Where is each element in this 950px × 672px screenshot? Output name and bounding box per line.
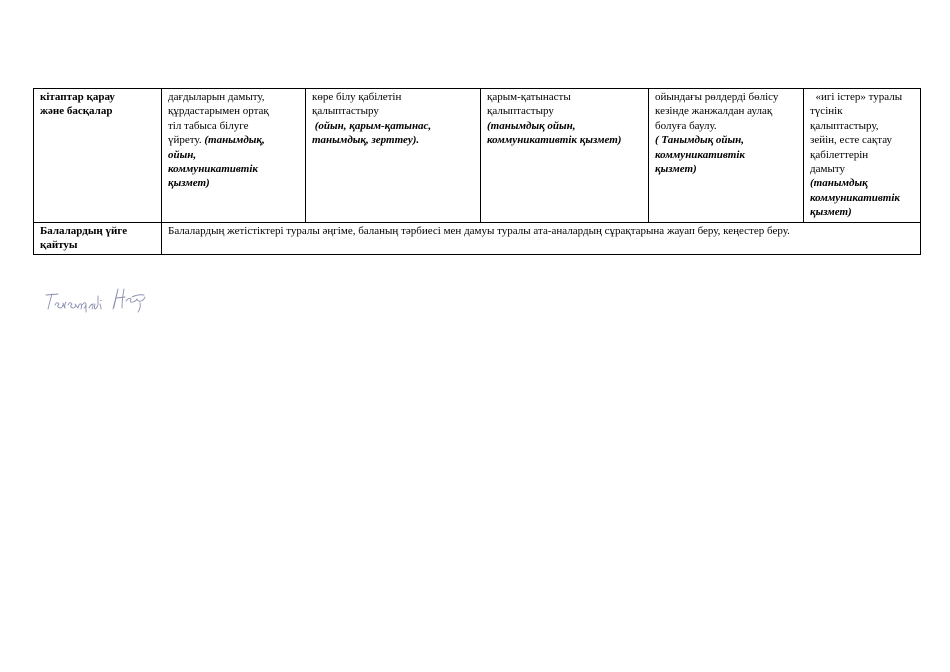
table-row (34, 89, 921, 223)
activity-type-line: (ойын, қарым-қатынас, (312, 119, 432, 132)
row-label-line: кітаптар қарау (40, 91, 115, 103)
activity-type-line: ( Танымдық ойын, (655, 134, 745, 147)
cell-line: көре білу қабілетін (312, 91, 402, 103)
row-label-line: қайтуы (40, 239, 78, 252)
cell-line-mixed (168, 133, 301, 147)
activity-cell (162, 89, 306, 223)
cell-line: дамыту (810, 163, 845, 176)
activity-type-line: қызмет) (168, 177, 210, 190)
row-label-cell (34, 89, 162, 223)
activity-type-line: коммуникативтік (810, 191, 900, 204)
departure-text-cell (162, 222, 921, 255)
handwritten-signature (42, 283, 162, 317)
cell-line: қалыптастыру (487, 105, 554, 118)
cell-line: зейін, есте сақтау (810, 134, 893, 147)
row-label-line: Балалардың үйге (40, 224, 128, 237)
cell-line: болуға баулу. (655, 119, 717, 132)
cell-line: тіл табыса білуге (168, 119, 249, 132)
departure-text: Балалардың жетістіктері туралы әңгіме, баланың тәрбиесі мен дамуы туралы ата-аналардың сұрақтарына жауап беру, кеңестер беру. (168, 224, 790, 237)
activity-type-line: танымдық, зерттеу). (312, 134, 420, 147)
row-label-cell (34, 222, 162, 255)
table-row (34, 222, 921, 255)
cell-line: «игі істер» туралы (810, 91, 903, 103)
cell-text: үйрету. (168, 134, 205, 147)
cell-line: қарым-қатынасты (487, 91, 571, 103)
activity-type-line: коммуникативтік (168, 163, 258, 176)
cell-line: түсінік (810, 105, 843, 118)
activity-type-line: коммуникативтік қызмет) (487, 134, 622, 147)
cell-line: қалыптастыру, (810, 119, 879, 132)
cell-line: кезінде жанжалдан аулақ (655, 105, 773, 118)
cell-line: қабілеттерін (810, 148, 869, 161)
cell-line: қалыптастыру (312, 105, 379, 118)
activity-type-line: қызмет) (810, 206, 852, 219)
activity-cell (306, 89, 481, 223)
activity-type-line: (танымдық ойын, (487, 119, 576, 132)
cell-line: ойындағы рөлдерді бөлісу (655, 91, 779, 103)
cell-line: дағдыларын дамыту, (168, 91, 265, 103)
activity-cell (481, 89, 649, 223)
activity-type-text: (танымдық, (204, 134, 265, 147)
cell-line: құрдастарымен ортақ (168, 105, 269, 118)
activity-cell (649, 89, 804, 223)
activity-type-line: (танымдық (810, 177, 868, 190)
activity-cell (804, 89, 921, 223)
activity-type-line: ойын, (168, 148, 197, 161)
activity-type-line: қызмет) (655, 163, 697, 176)
row-label-line: және басқалар (40, 105, 113, 118)
activity-plan-table (33, 88, 921, 255)
activity-type-line: коммуникативтік (655, 148, 745, 161)
